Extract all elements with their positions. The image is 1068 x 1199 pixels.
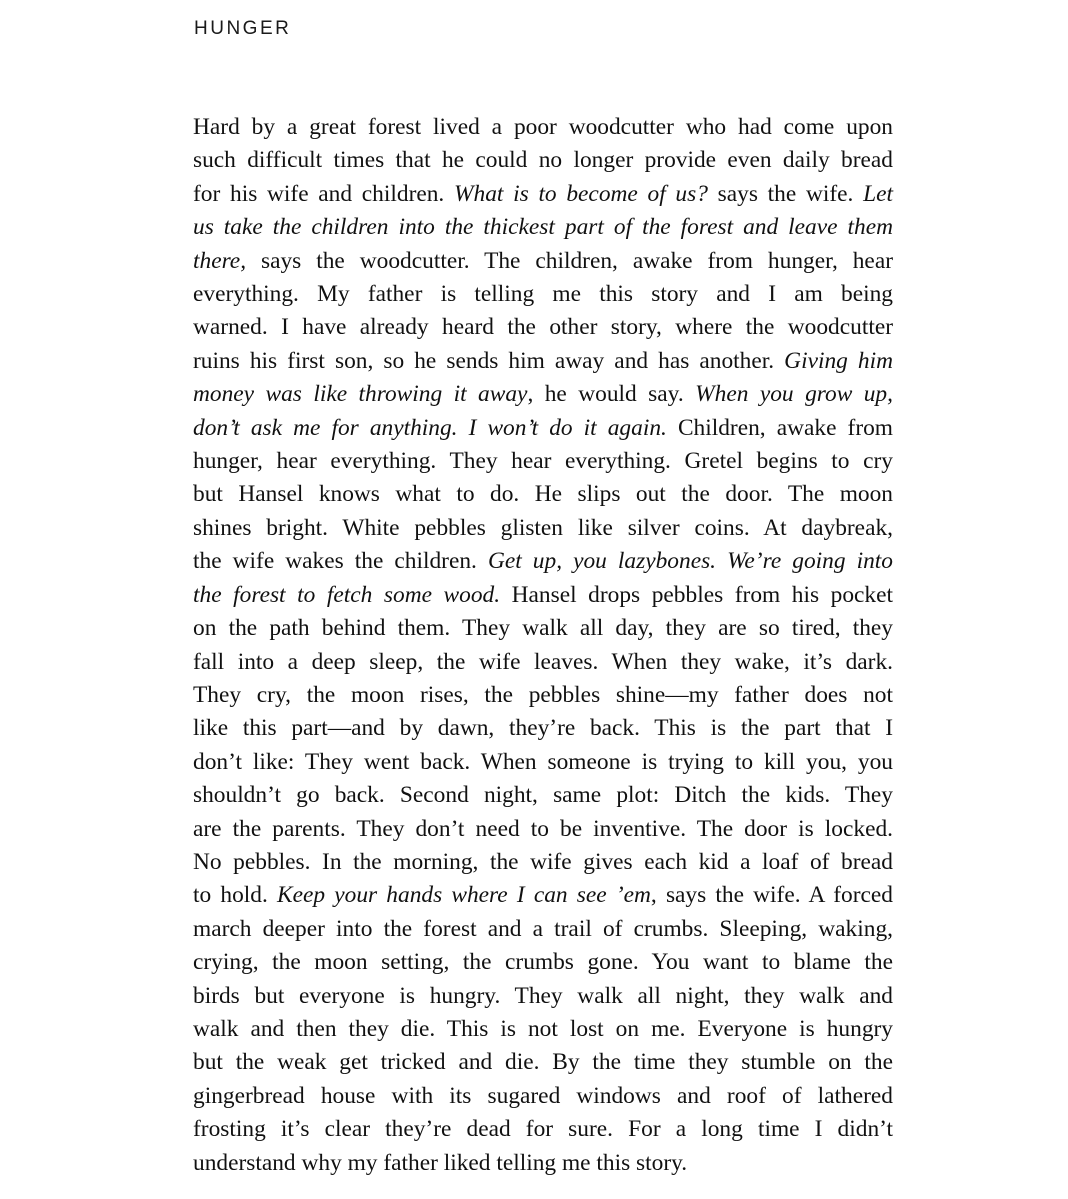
text-run: but the weak get tricked and die. By the time they stumble on the	[193, 1049, 893, 1076]
text-run: ruins his first son, so he sends him away and has another.	[193, 347, 785, 374]
text-line	[193, 178, 893, 211]
text-line	[193, 378, 893, 411]
text-line	[193, 1013, 893, 1046]
text-run: says the wife.	[707, 180, 864, 207]
text-line	[193, 144, 893, 177]
text-run: like this part—and by dawn, they’re back. This is the part that I	[193, 715, 893, 742]
text-run: such difficult times that he could no longer provide even daily bread	[193, 147, 893, 174]
text-line	[193, 1080, 893, 1113]
text-run: don’t like: They went back. When someone is trying to kill you, you	[193, 748, 893, 775]
text-run: says the woodcutter. The children, awake from hunger, hear	[246, 247, 893, 274]
text-run: shines bright. White pebbles glisten like silver coins. At daybreak,	[193, 514, 893, 541]
italic-quote: What is to become of us?	[454, 180, 708, 207]
text-line	[193, 946, 893, 979]
text-line	[193, 311, 893, 344]
text-line	[193, 345, 893, 378]
italic-quote: us take the children into the thickest part of the forest and leave them	[193, 214, 893, 241]
text-line	[193, 813, 893, 846]
text-run: No pebbles. In the morning, the wife gives each kid a loaf of bread	[193, 848, 893, 875]
text-line	[193, 879, 893, 912]
text-run: , says the wife. A forced	[650, 882, 893, 909]
italic-quote: When you grow up,	[695, 381, 893, 408]
text-line	[193, 545, 893, 578]
text-line	[193, 1147, 893, 1180]
text-run: Hansel drops pebbles from his pocket	[500, 581, 893, 608]
text-run: to hold.	[193, 882, 277, 909]
text-run: walk and then they die. This is not lost on me. Everyone is hungry	[193, 1015, 893, 1042]
text-run: birds but everyone is hungry. They walk all night, they walk and	[193, 982, 893, 1009]
text-run: , he would say.	[527, 381, 696, 408]
text-line	[193, 445, 893, 478]
text-line	[193, 111, 893, 144]
running-head: HUNGER	[194, 18, 292, 39]
text-run: but Hansel knows what to do. He slips out the door. The moon	[193, 481, 893, 508]
italic-quote: the forest to fetch some wood.	[193, 581, 501, 608]
italic-quote: don’t ask me for anything. I won’t do it again.	[193, 414, 667, 441]
text-run: for his wife and children.	[193, 180, 455, 207]
text-run: Children, awake from	[666, 414, 893, 441]
text-run: fall into a deep sleep, the wife leaves. When they wake, it’s dark.	[193, 648, 893, 675]
italic-quote: Let	[863, 180, 893, 207]
text-run: are the parents. They don’t need to be inventive. The door is locked.	[193, 815, 893, 842]
text-line	[193, 1046, 893, 1079]
text-line	[193, 612, 893, 645]
text-line	[193, 1113, 893, 1146]
text-run: march deeper into the forest and a trail of crumbs. Sleeping, waking,	[193, 915, 893, 942]
text-line	[193, 412, 893, 445]
text-line	[193, 679, 893, 712]
text-line	[193, 646, 893, 679]
body-paragraph	[193, 111, 893, 1180]
text-run: warned. I have already heard the other story, where the woodcutter	[193, 314, 893, 341]
text-line	[193, 245, 893, 278]
text-line	[193, 278, 893, 311]
text-line	[193, 913, 893, 946]
text-line	[193, 512, 893, 545]
text-line	[193, 478, 893, 511]
text-run: They cry, the moon rises, the pebbles shine—my father does not	[193, 681, 893, 708]
text-line	[193, 980, 893, 1013]
text-line	[193, 211, 893, 244]
text-run: Hard by a great forest lived a poor woodcutter who had come upon	[193, 114, 893, 140]
italic-quote: Giving him	[784, 347, 893, 374]
text-run: frosting it’s clear they’re dead for sure. For a long time I didn’t	[193, 1116, 893, 1143]
text-run: understand why my father liked telling me this story.	[193, 1149, 688, 1176]
text-line	[193, 746, 893, 779]
text-run: hunger, hear everything. They hear everything. Gretel begins to cry	[193, 448, 893, 475]
text-run: shouldn’t go back. Second night, same plot: Ditch the kids. They	[193, 782, 893, 809]
text-run: the wife wakes the children.	[193, 548, 488, 575]
text-line	[193, 579, 893, 612]
italic-quote: there,	[193, 247, 247, 274]
text-line	[193, 846, 893, 879]
text-line	[193, 712, 893, 745]
text-run: everything. My father is telling me this story and I am being	[193, 281, 893, 308]
italic-quote: money was like throwing it away	[193, 381, 528, 408]
text-line	[193, 779, 893, 812]
text-run: crying, the moon setting, the crumbs gone. You want to blame the	[193, 949, 893, 976]
italic-quote: Get up, you lazybones. We’re going into	[487, 548, 894, 575]
italic-quote: Keep your hands where I can see ’em	[277, 882, 651, 909]
text-run: gingerbread house with its sugared windows and roof of lathered	[193, 1082, 893, 1109]
text-run: on the path behind them. They walk all day, they are so tired, they	[193, 615, 893, 642]
